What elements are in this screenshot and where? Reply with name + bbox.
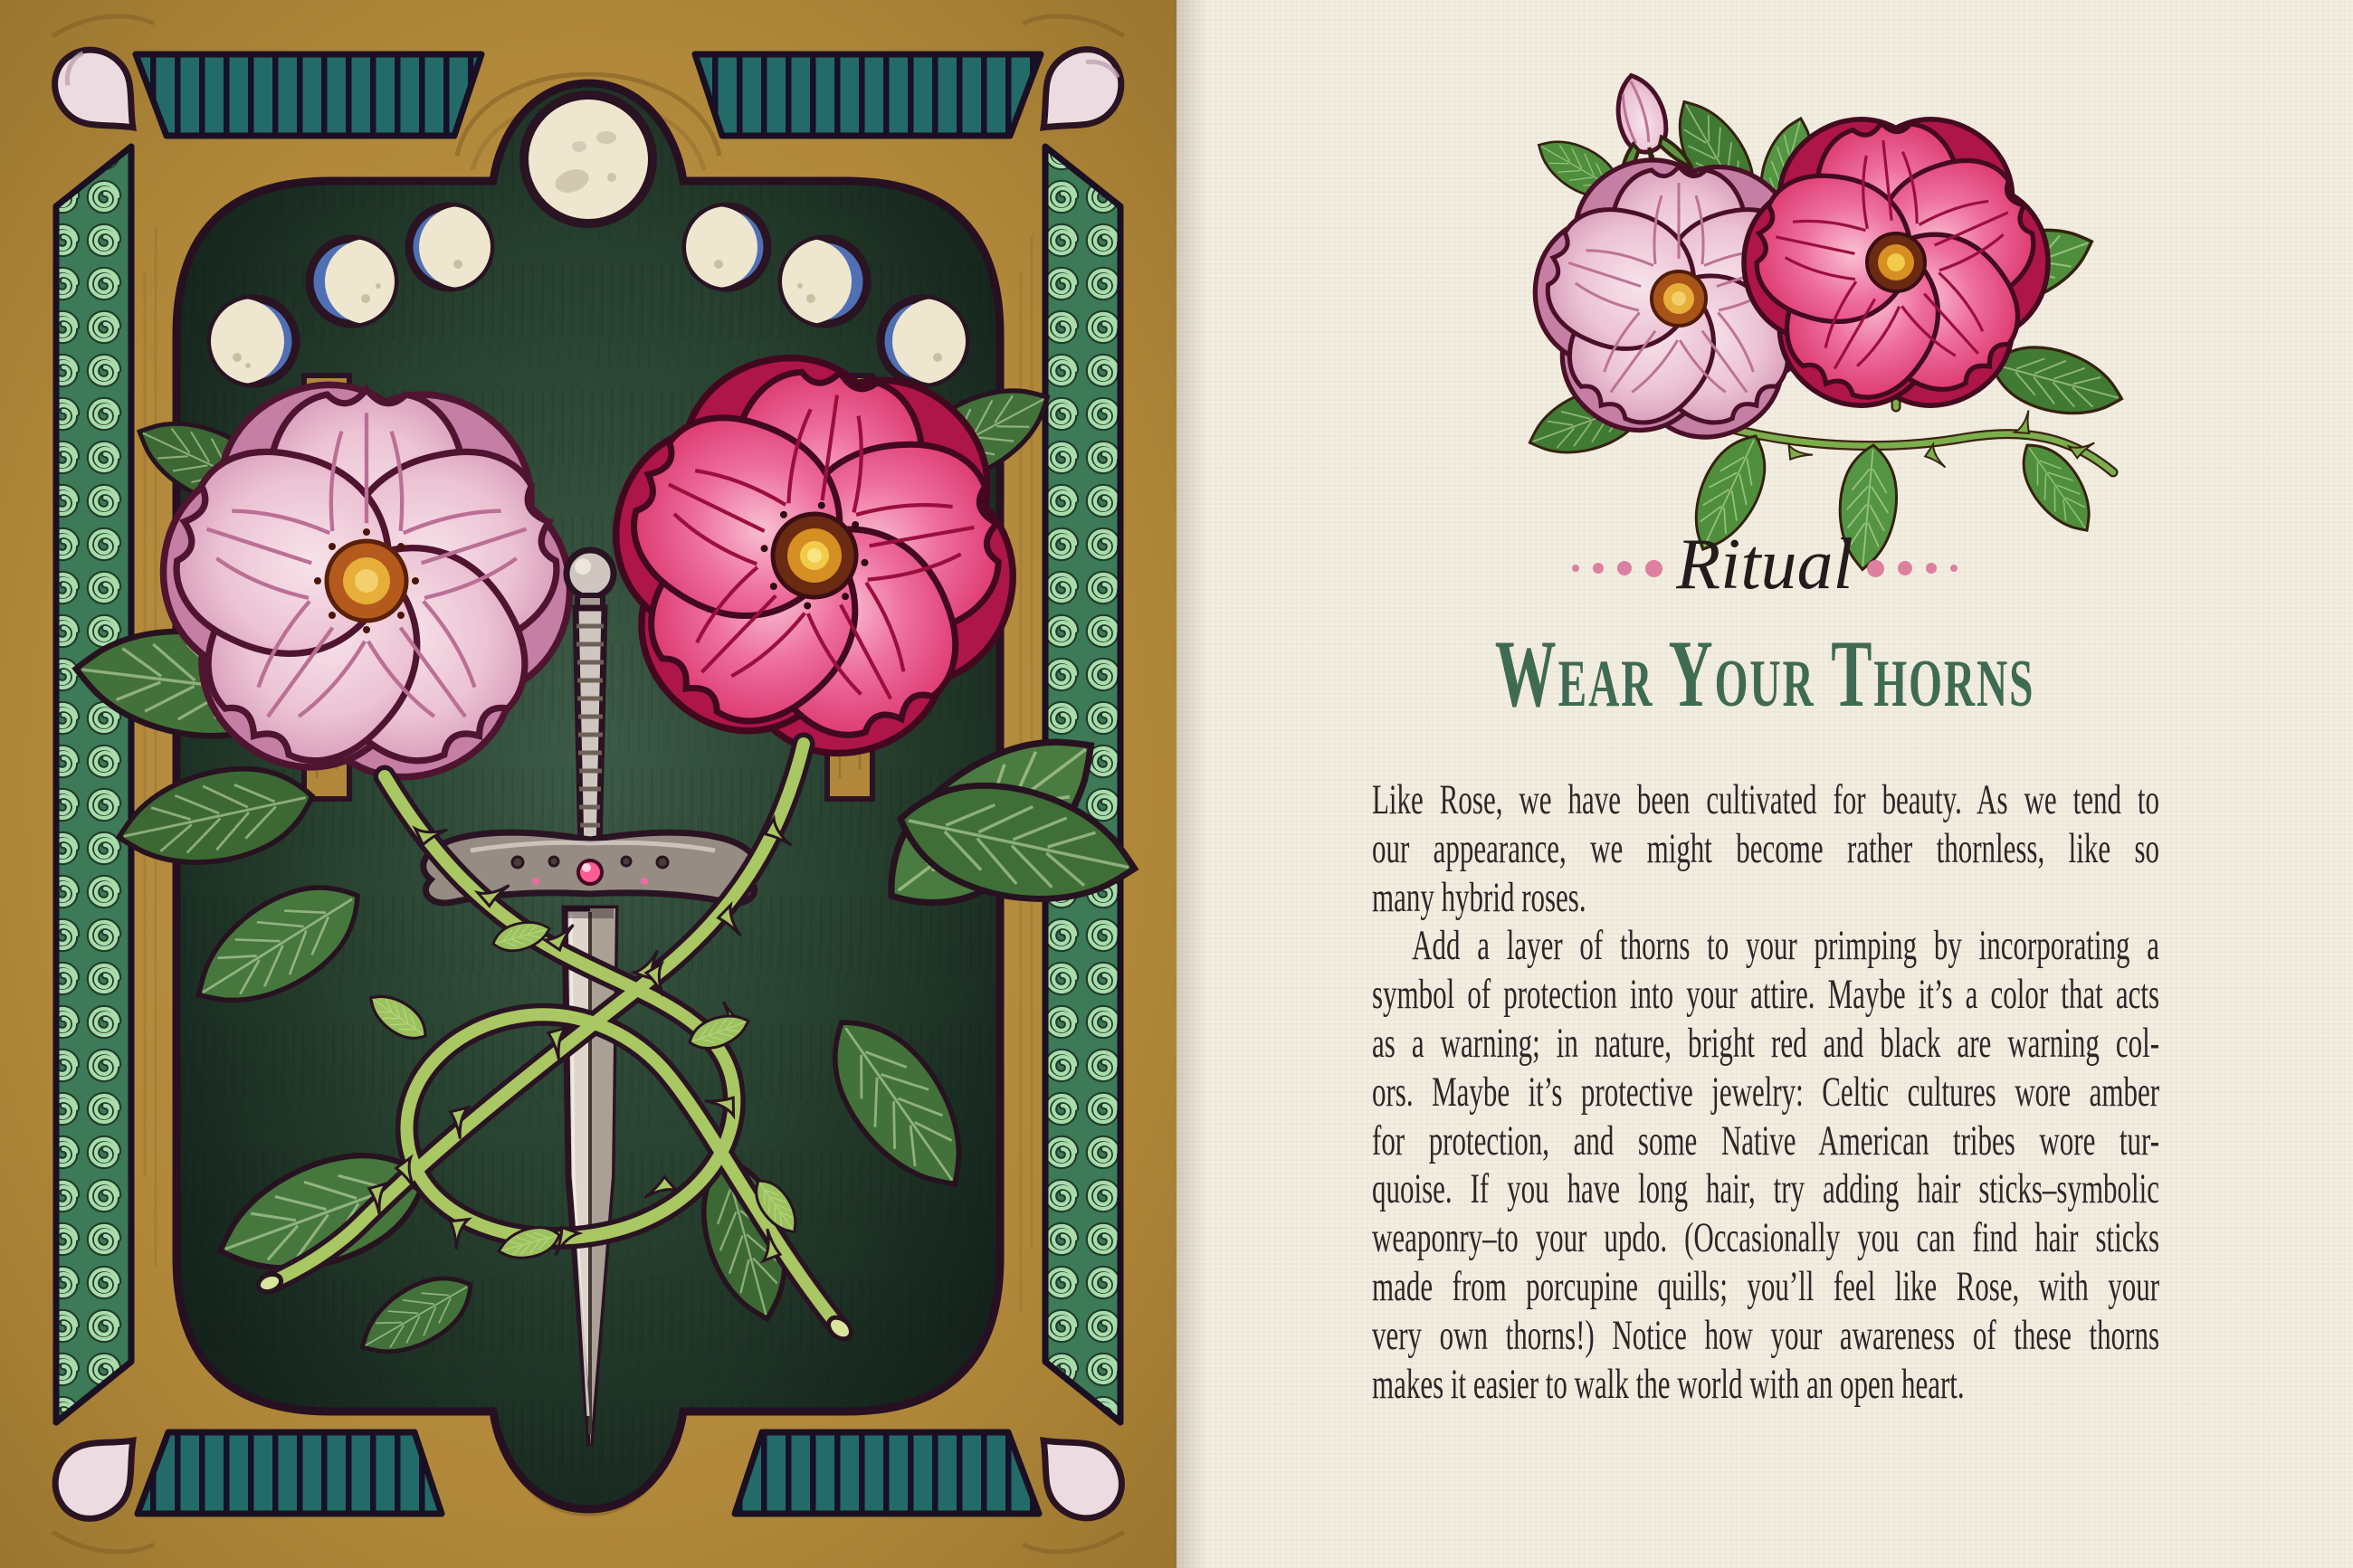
body-line: made from porcupine quills; you’ll feel like Rose, with your (1372, 1262, 2160, 1310)
botanical-roses-illustration (1484, 20, 2136, 527)
right-page (1176, 0, 2353, 1568)
body-line: for protection, and some Native American tribes wore tur- (1372, 1117, 2160, 1164)
kicker-dot-icon (1950, 565, 1958, 572)
kicker-dot-icon (1645, 560, 1662, 577)
body-line: makes it easier to walk the world with an open heart. (1372, 1360, 1965, 1408)
kicker-dot-icon (1617, 561, 1632, 575)
kicker-dot-icon (1572, 565, 1579, 572)
body-line: Like Rose, we have been cultivated for beauty. As we tend to (1372, 776, 2160, 823)
body-line: our appearance, we might become rather thornless, like so (1372, 824, 2160, 872)
body-line: ors. Maybe it’s protective jewelry: Celtic cultures wore amber (1372, 1068, 2160, 1116)
body-line: symbol of protection into your attire. Maybe it’s a color that acts (1372, 971, 2160, 1019)
kicker-dot-icon (1898, 561, 1912, 575)
left-page (0, 0, 1176, 1568)
body-line: weaponry–to your updo. (Occasionally you can find hair sticks (1372, 1214, 2160, 1262)
body-line: as a warning; in nature, bright red and black are warning col- (1372, 1019, 2160, 1067)
kicker (1176, 525, 2353, 604)
kicker-dot-icon (1867, 560, 1884, 577)
body-line: many hybrid roses. (1372, 873, 1586, 921)
kicker-dot-icon (1926, 563, 1937, 574)
page-title: Wear Your Thorns (1494, 621, 2035, 727)
body-line: quoise. If you have long hair, try adding hair sticks–symbolic (1372, 1165, 2160, 1213)
kicker-dot-icon (1593, 563, 1604, 574)
body-line: very own thorns!) Notice how your awareness of these thorns (1372, 1311, 2160, 1359)
pommel (567, 550, 614, 597)
body-text (1372, 776, 2159, 1409)
full-moon-icon (524, 95, 653, 223)
kicker-label: Ritual (1676, 525, 1853, 604)
body-line: Add a layer of thorns to your primping by incorporating a (1412, 922, 2160, 970)
left-page-illustration (0, 0, 1176, 1568)
